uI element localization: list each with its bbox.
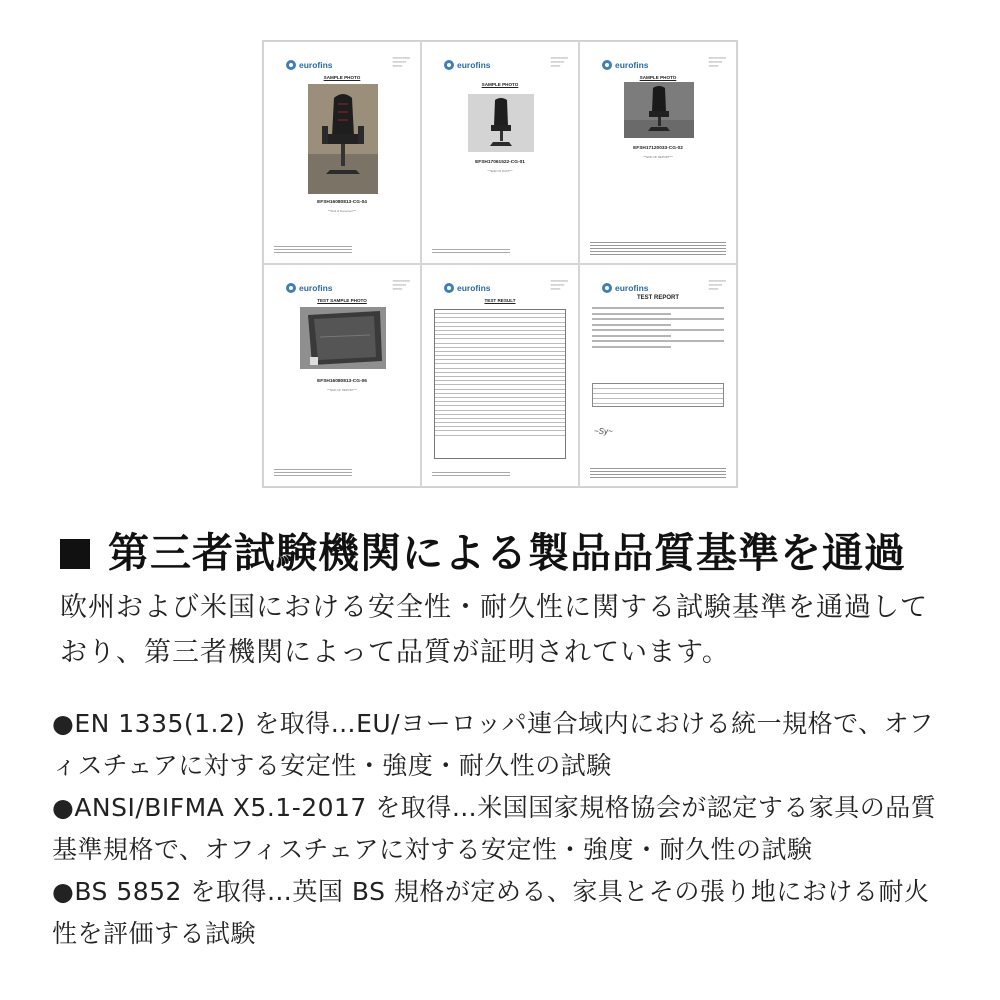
- eurofins-logo: [602, 60, 649, 70]
- list-item: ●EN 1335(1.2) を取得…EU/ヨーロッパ連合域内における統一規格で、オフィスチェアに対する安定性・強度・耐久性の試験: [52, 709, 934, 780]
- report-page-4: [263, 264, 421, 487]
- report-page-2: [421, 41, 579, 264]
- list-item: ●ANSI/BIFMA X5.1-2017 を取得…米国国家規格協会が認定する家具の品質基準規格で、オフィスチェアに対する安定性・強度・耐久性の試験: [52, 793, 937, 864]
- chair-photo: [624, 82, 694, 138]
- end-note: ***END OF REPORT***: [327, 388, 357, 392]
- disclaimer-text: [590, 240, 726, 255]
- eurofins-logo-icon: [444, 60, 454, 70]
- chair-image: [468, 94, 534, 152]
- page-title: TEST SAMPLE PHOTO: [317, 298, 367, 303]
- chair-image: [624, 82, 694, 138]
- intro-paragraph: 欧州および米国における安全性・耐久性に関する試験基準を通過しており、第三者機関によって品質が証明されています。: [60, 592, 928, 668]
- fabric-image: [300, 307, 386, 369]
- brand-name: eurofins: [615, 60, 649, 70]
- eurofins-logo: [602, 283, 649, 293]
- report-meta: ━━━━━━━━━ ━━━━━━━ ━━━━━: [708, 56, 726, 68]
- eurofins-logo-icon: [286, 283, 296, 293]
- eurofins-logo-icon: [602, 283, 612, 293]
- page-title: SAMPLE PHOTO: [323, 75, 361, 80]
- eurofins-logo-icon: [444, 283, 454, 293]
- end-note: ***END OF REPORT***: [643, 155, 673, 159]
- result-table: [434, 309, 566, 459]
- page-title: SAMPLE PHOTO: [639, 75, 677, 80]
- report-meta: ━━━━━━━━━ ━━━━━━━ ━━━━━: [550, 56, 568, 68]
- end-note: ***END OF DATA***: [487, 169, 513, 173]
- report-page-3: [579, 41, 737, 264]
- report-page-6: [579, 264, 737, 487]
- report-meta: ━━━━━━━━━ ━━━━━━━ ━━━━━: [392, 279, 410, 291]
- brand-name: eurofins: [457, 283, 491, 293]
- certification-list: [52, 703, 952, 955]
- brand-name: eurofins: [299, 60, 333, 70]
- eurofins-logo: [444, 60, 491, 70]
- brand-name: eurofins: [615, 283, 649, 293]
- report-page-1: [263, 41, 421, 264]
- disclaimer-text: [590, 466, 726, 478]
- brand-name: eurofins: [457, 60, 491, 70]
- sample-code: EFSH17120033-CG-02: [633, 146, 683, 151]
- report-meta: ━━━━━━━━━ ━━━━━━━ ━━━━━: [550, 279, 568, 291]
- page-footer: [274, 467, 352, 476]
- list-item: ●BS 5852 を取得…英国 BS 規格が定める、家具とその張り地における耐火性を評価する試験: [52, 877, 930, 948]
- sample-code: EFSH17061522-CG-01: [475, 160, 525, 165]
- chair-photo: [468, 94, 534, 152]
- fabric-photo: [300, 307, 386, 369]
- certificate-grid: [262, 40, 738, 488]
- page-footer: [274, 244, 352, 253]
- eurofins-logo: [286, 283, 333, 293]
- section-heading: [60, 520, 960, 579]
- square-bullet-icon: [60, 539, 90, 569]
- page-title: SAMPLE PHOTO: [481, 82, 519, 87]
- end-note: ***End of Document***: [327, 209, 357, 213]
- eurofins-logo-icon: [602, 60, 612, 70]
- heading-text: 第三者試験機関による製品品質基準を通過: [108, 529, 906, 577]
- eurofins-logo: [286, 60, 333, 70]
- report-fields: [592, 307, 724, 351]
- standards-table: [592, 383, 724, 407]
- eurofins-logo: [444, 283, 491, 293]
- eurofins-logo-icon: [286, 60, 296, 70]
- chair-image: [308, 84, 378, 194]
- report-meta: ━━━━━━━━━ ━━━━━━━ ━━━━━: [708, 279, 726, 291]
- report-meta: ━━━━━━━━━ ━━━━━━━ ━━━━━: [392, 56, 410, 68]
- page-title: TEST REPORT: [636, 295, 679, 301]
- chair-photo: [308, 84, 378, 194]
- page-footer: [432, 247, 510, 253]
- brand-name: eurofins: [299, 283, 333, 293]
- sample-code: EFSH16080813-CG-04: [317, 200, 367, 205]
- signature: ~Sy~: [594, 427, 613, 436]
- page-footer: [432, 470, 510, 476]
- page-title: TEST RESULT: [484, 298, 516, 303]
- sample-code: EFSH16080813-CG-06: [317, 379, 367, 384]
- report-page-5: [421, 264, 579, 487]
